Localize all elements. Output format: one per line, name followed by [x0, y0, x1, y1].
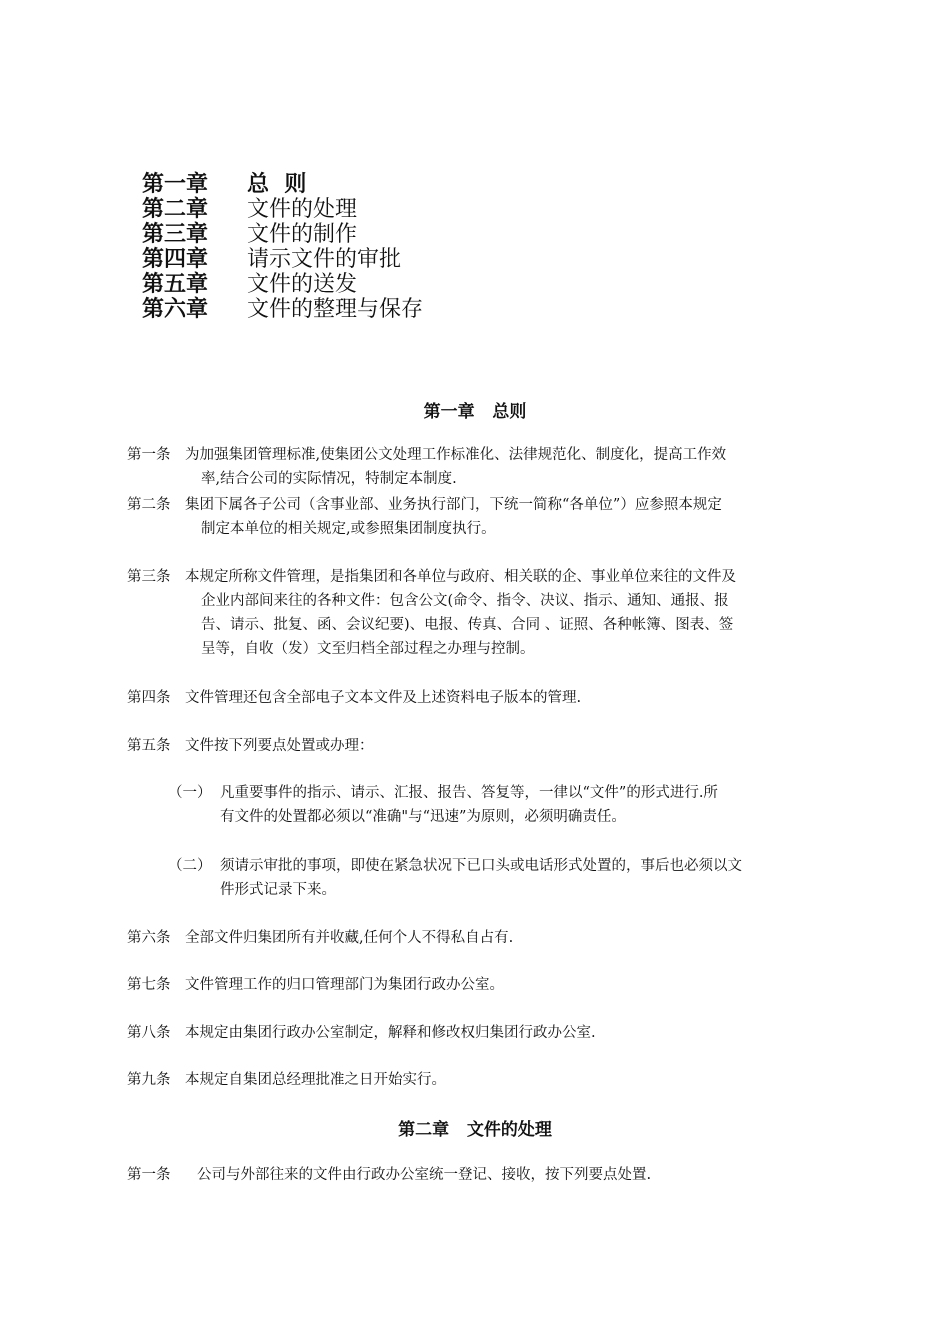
sub-item-label: （一） — [168, 785, 212, 801]
article-line — [127, 734, 827, 758]
article-line — [127, 973, 827, 997]
toc-chapter-number: 第一章 — [142, 172, 209, 197]
article-text: 本规定自集团总经理批准之日开始实行。 — [185, 1072, 446, 1088]
article-text: 文件管理工作的归口管理部门为集团行政办公室。 — [185, 977, 504, 993]
article-text: 公司与外部往来的文件由行政办公室统一登记、接收，按下列要点处置. — [197, 1167, 652, 1183]
sub-item — [168, 781, 718, 829]
article — [127, 973, 827, 997]
sub-item-line: 有文件的处置都必须以“准确"与“迅速”为原则，必须明确责任。 — [220, 809, 626, 825]
article-text: 全部文件归集团所有并收藏,任何个人不得私自占有. — [185, 930, 514, 946]
article-label: 第二条 — [127, 497, 171, 513]
chapter-heading-text: 第二章 文件的处理 — [398, 1120, 552, 1140]
article — [127, 443, 827, 491]
article-line: 企业内部间来往的各种文件：包含公文(命令、指令、决议、指示、通知、通报、报 — [201, 593, 729, 609]
article-line — [127, 443, 827, 467]
article — [127, 1068, 827, 1092]
article-text: 文件按下列要点处置或办理： — [185, 738, 374, 754]
article-label: 第五条 — [127, 738, 171, 754]
article — [127, 734, 827, 758]
article — [127, 565, 827, 661]
article-text: 为加强集团管理标准,使集团公文处理工作标准化、法律规范化、制度化，提高工作效 — [185, 447, 727, 463]
article — [127, 1021, 827, 1045]
article-label: 第七条 — [127, 977, 171, 993]
sub-item — [168, 854, 742, 902]
article — [127, 1163, 827, 1187]
article — [127, 926, 827, 950]
toc-chapter-title: 文件的送发 — [247, 272, 358, 297]
article-text: 文件管理还包含全部电子文本文件及上述资料电子版本的管理. — [185, 690, 582, 706]
toc-chapter-title: 请示文件的审批 — [247, 247, 402, 272]
article-line — [127, 1021, 827, 1045]
article-line: 呈等，自收（发）文至归档全部过程之办理与控制。 — [201, 641, 535, 657]
article-line — [127, 686, 827, 710]
toc-chapter-number: 第二章 — [142, 197, 209, 222]
article-line: 制定本单位的相关规定,或参照集团制度执行。 — [201, 521, 496, 537]
article-label: 第一条 — [127, 1167, 171, 1183]
chapter-heading — [0, 1115, 950, 1140]
article-line — [127, 1163, 827, 1187]
toc-chapter-number: 第五章 — [142, 272, 209, 297]
article — [127, 493, 827, 541]
article-label: 第三条 — [127, 569, 171, 585]
sub-item-line — [168, 854, 742, 878]
article-line: 率,结合公司的实际情况，特制定本制度. — [201, 471, 457, 487]
article — [127, 686, 827, 710]
toc-chapter-title: 总 则 — [247, 172, 307, 197]
sub-item-text: 须请示审批的事项，即使在紧急状况下已口头或电话形式处置的，事后也必须以文 — [220, 858, 742, 874]
article-text: 本规定所称文件管理，是指集团和各单位与政府、相关联的企、事业单位来往的文件及 — [185, 569, 736, 585]
sub-item-text: 凡重要事件的指示、请示、汇报、报告、答复等，一律以“文件”的形式进行.所 — [220, 785, 718, 801]
chapter-heading-text: 第一章 总则 — [423, 402, 527, 422]
article-line — [127, 493, 827, 517]
toc-chapter-title: 文件的处理 — [247, 197, 358, 222]
article-label: 第一条 — [127, 447, 171, 463]
article-text: 本规定由集团行政办公室制定，解释和修改权归集团行政办公室. — [185, 1025, 596, 1041]
sub-item-line: 件形式记录下来。 — [220, 882, 336, 898]
article-label: 第六条 — [127, 930, 171, 946]
article-label: 第四条 — [127, 690, 171, 706]
toc-chapter-title: 文件的整理与保存 — [247, 297, 424, 322]
toc-chapter-title: 文件的制作 — [247, 222, 358, 247]
article-text: 集团下属各子公司（含事业部、业务执行部门，下统一简称“各单位”）应参照本规定 — [185, 497, 722, 513]
chapter-heading — [0, 397, 950, 422]
sub-item-line — [168, 781, 718, 805]
sub-item-label: （二） — [168, 858, 212, 874]
article-line — [127, 926, 827, 950]
article-line — [127, 1068, 827, 1092]
article-label: 第八条 — [127, 1025, 171, 1041]
article-label: 第九条 — [127, 1072, 171, 1088]
toc-chapter-number: 第六章 — [142, 297, 209, 322]
article-line — [127, 565, 827, 589]
toc-chapter-number: 第四章 — [142, 247, 209, 272]
article-line: 告、请示、批复、函、会议纪要)、电报、传真、合同 、证照、各种帐簿、图表、签 — [201, 617, 734, 633]
toc-chapter-number: 第三章 — [142, 222, 209, 247]
